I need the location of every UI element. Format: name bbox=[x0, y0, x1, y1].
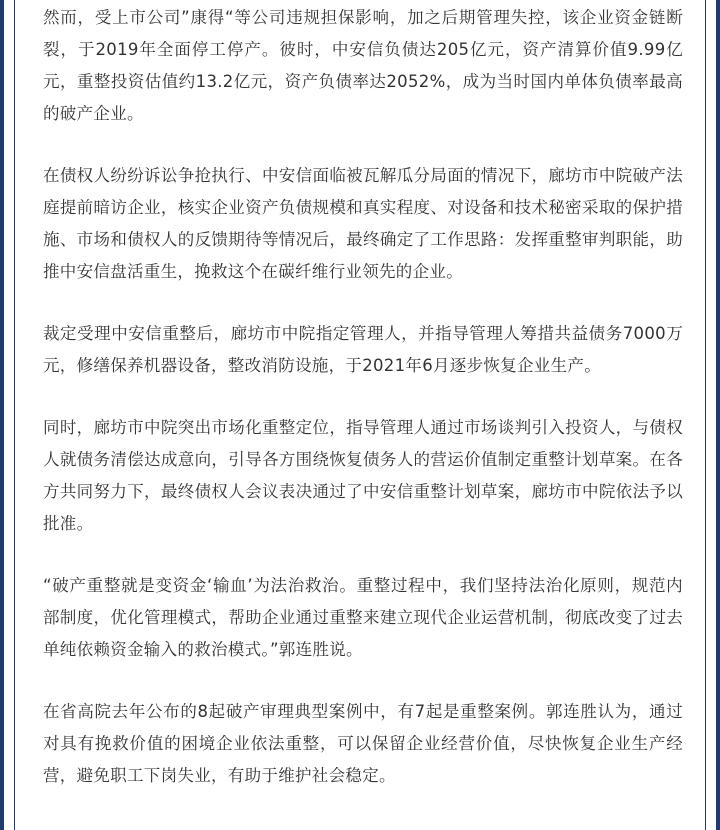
frame-inner-line-left bbox=[14, 0, 15, 830]
article-paragraph: 裁定受理中安信重整后，廊坊市中院指定管理人，并指导管理人筹措共益债务7000万元，修缮保养机器设备，整改消防设施，于2021年6月逐步恢复企业生产。 bbox=[43, 324, 683, 375]
article-paragraph: 在债权人纷纷诉讼争抢执行、中安信面临被瓦解瓜分局面的情况下，廊坊市中院破产法庭提前暗访企业，核实企业资产负债规模和真实程度、对设备和技术秘密采取的保护措施、市场和债权人的反馈期待等情况后，最终确定了工作思路：发挥重整审判职能，助推中安信盘活重生，挽救这个在碳纤维行业领先的企业。 bbox=[43, 166, 683, 281]
article-paragraph: “破产重整就是变资金‘输血’为法治救治。重整过程中，我们坚持法治化原则，规范内部制度，优化管理模式，帮助企业通过重整来建立现代企业运营机制，彻底改变了过去单纯依赖资金输入的救治模式。”郭连胜说。 bbox=[43, 576, 683, 659]
article-paragraph: 然而，受上市公司”康得“等公司违规担保影响，加之后期管理失控，该企业资金链断裂，于2019年全面停工停产。彼时，中安信负债达205亿元，资产清算价值9.99亿元，重整投资估值约13.2亿元，资产负债率达2052%，成为当时国内单体负债率最高的破产企业。 bbox=[43, 8, 683, 123]
article-body bbox=[43, 2, 683, 822]
article-paragraph: 同时，廊坊市中院突出市场化重整定位，指导管理人通过市场谈判引入投资人，与债权人就债务清偿达成意向，引导各方围绕恢复债务人的营运价值制定重整计划草案。在各方共同努力下，最终债权人会议表决通过了中安信重整计划草案，廊坊市中院依法予以批准。 bbox=[43, 418, 683, 533]
article-paragraph: 在省高院去年公布的8起破产审理典型案例中，有7起是重整案例。郭连胜认为，通过对具有挽救价值的困境企业依法重整，可以保留企业经营价值，尽快恢复企业生产经营，避免职工下岗失业，有助于维护社会稳定。 bbox=[43, 702, 683, 785]
frame-inner-line-right bbox=[705, 0, 706, 830]
